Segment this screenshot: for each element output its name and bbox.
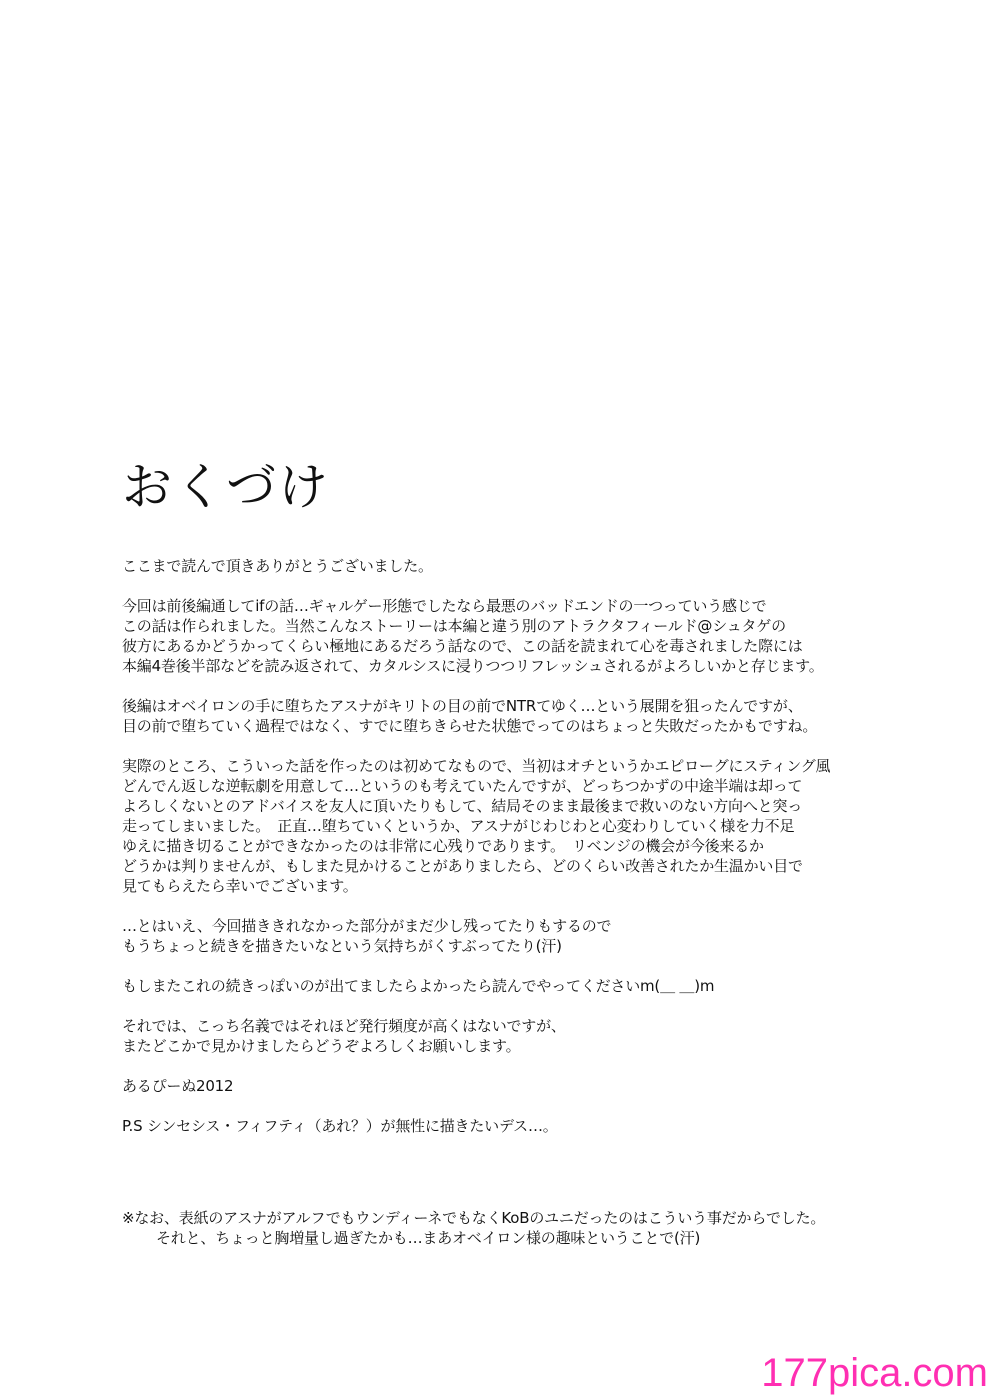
text-line: 彼方にあるかどうかってくらい極地にあるだろう話なので、この話を読まれて心を毒されました際には — [122, 637, 803, 655]
text-line: 実際のところ、こういった話を作ったのは初めてなもので、当初はオチというかエピローグにスティング風 — [122, 757, 831, 775]
text-line: 本編4巻後半部などを読み返されて、カタルシスに浸りつつリフレッシュされるがよろしいかと存じます。 — [122, 657, 824, 675]
text-line: よろしくないとのアドバイスを友人に頂いたりもして、結局そのまま最後まで救いのない方向へと突っ — [122, 797, 803, 815]
cover-note — [122, 1208, 825, 1248]
text-line: またどこかで見かけましたらどうぞよろしくお願いします。 — [122, 1037, 521, 1055]
text-line: P.S シンセシス・フィフティ（あれ？）が無性に描きたいデス…。 — [122, 1117, 558, 1135]
text-line: あるぴーぬ2012 — [122, 1077, 234, 1095]
text-line: 今回は前後編通してifの話…ギャルゲー形態でしたなら最悪のバッドエンドの一つっていう感じで — [122, 597, 767, 615]
afterword-body — [122, 556, 982, 1156]
paragraph-farewell — [122, 1016, 982, 1056]
text-line: どんでん返しな逆転劇を用意して…というのも考えていたんですが、どっちつかずの中途半端は却って — [122, 777, 803, 795]
paragraph-postscript — [122, 1116, 982, 1136]
text-line: この話は作られました。当然こんなストーリーは本編と違う別のアトラクタフィールド@シュタゲの — [122, 617, 786, 635]
author-signature — [122, 1076, 982, 1096]
paragraph-reflection — [122, 756, 982, 896]
note-line: それと、ちょっと胸増量し過ぎたかも…まあオベイロン様の趣味ということで(汗) — [156, 1229, 701, 1247]
site-watermark: 177pica.com — [761, 1351, 988, 1395]
text-line: 目の前で堕ちていく過程ではなく、すでに堕ちきらせた状態でってのはちょっと失敗だったかもですね。 — [122, 717, 818, 735]
note-line: ※なお、表紙のアスナがアルフでもウンディーネでもなくKoBのユニだったのはこういう事だからでした。 — [122, 1209, 826, 1227]
paragraph-story-intro — [122, 596, 982, 676]
text-line: ここまで読んで頂きありがとうございました。 — [122, 557, 433, 575]
paragraph-request — [122, 976, 982, 996]
text-line: 見てもらえたら幸いでございます。 — [122, 877, 358, 895]
page-title: おくづけ — [122, 458, 330, 516]
text-line: もしまたこれの続きっぽいのが出てましたらよかったら読んでやってくださいm(＿ ＿)m — [122, 977, 715, 995]
paragraph-continuation — [122, 916, 982, 956]
text-line: 走ってしまいました。 正直…堕ちていくというか、アスナがじわじわと心変わりしていく様を力不足 — [122, 817, 795, 835]
text-line: もうちょっと続きを描きたいなという気持ちがくすぶってたり(汗) — [122, 937, 562, 955]
paragraph-thanks — [122, 556, 982, 576]
text-line: どうかは判りませんが、もしまた見かけることがありましたら、どのくらい改善されたか生温かい目で — [122, 857, 803, 875]
paragraph-second-part — [122, 696, 982, 736]
text-line: …とはいえ、今回描ききれなかった部分がまだ少し残ってたりもするので — [122, 917, 612, 935]
text-line: ゆえに描き切ることができなかったのは非常に心残りであります。 リベンジの機会が今後来るか — [122, 837, 764, 855]
text-line: 後編はオベイロンの手に堕ちたアスナがキリトの目の前でNTRてゆく…という展開を狙ったんですが、 — [122, 697, 803, 715]
text-line: それでは、こっち名義ではそれほど発行頻度が高くはないですが、 — [122, 1017, 566, 1035]
